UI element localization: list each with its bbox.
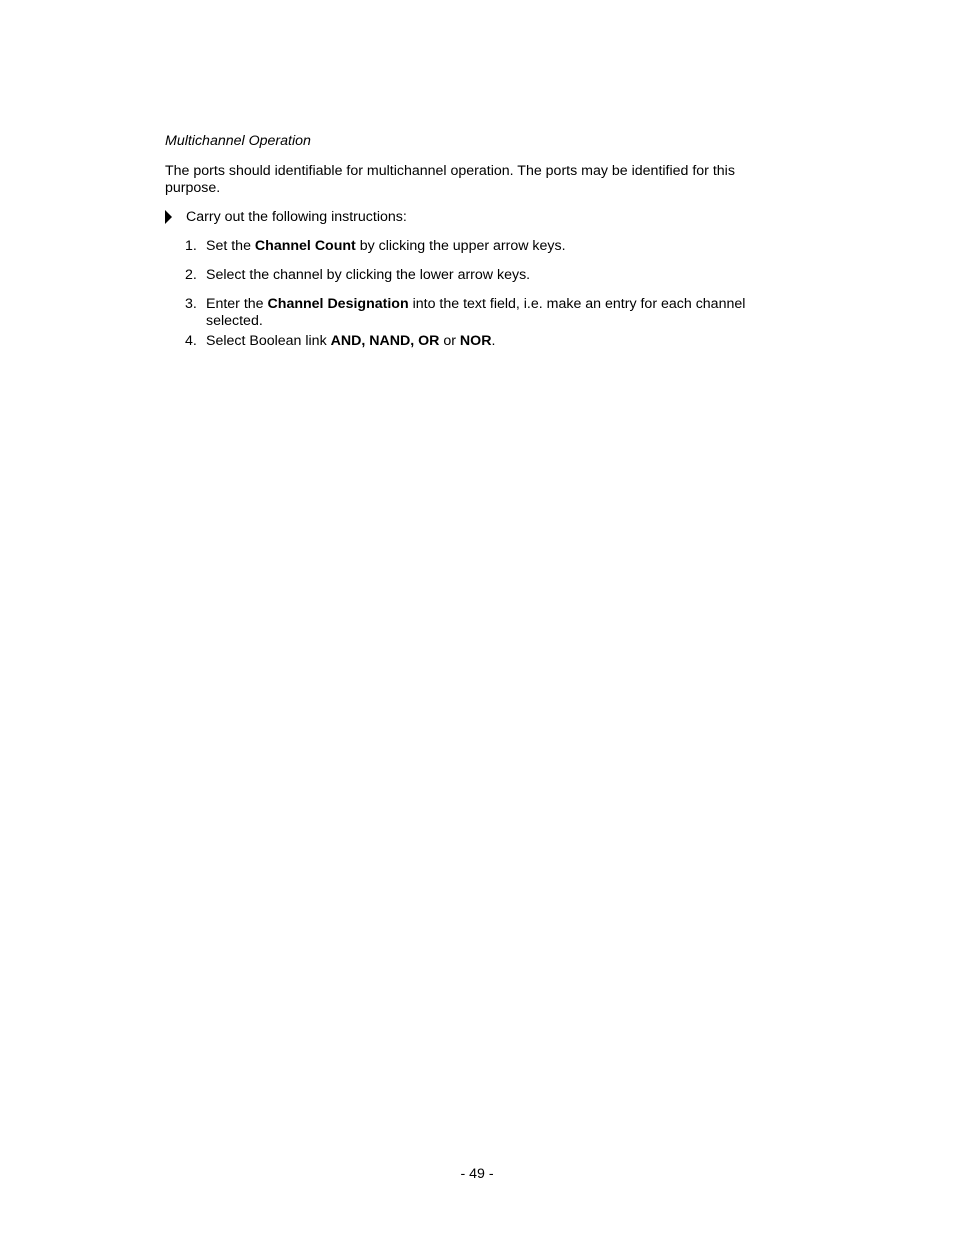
step-text-bold-2: NOR: [459, 333, 492, 349]
step-text-pre: Set the: [206, 238, 255, 254]
step-text: Select the channel by clicking the lower arrow keys.: [206, 267, 531, 283]
step-item: [185, 267, 785, 284]
step-number: 4.: [185, 333, 197, 349]
step-text-bold: Channel Count: [254, 238, 356, 254]
step-text: [206, 296, 785, 329]
step-number: 3.: [185, 296, 197, 312]
step-text-bold: Channel Designation: [267, 296, 409, 312]
step-text-pre: Enter the: [206, 296, 268, 312]
step-text-bold: AND, NAND, OR: [330, 333, 440, 349]
step-item: [185, 238, 785, 255]
step-text-pre: Select Boolean link: [206, 333, 331, 349]
step-text: [206, 238, 785, 255]
triangle-right-icon: [165, 210, 172, 224]
step-text-post: .: [491, 333, 496, 349]
step-item: [185, 296, 785, 329]
page-number: - 49 -: [460, 1166, 494, 1182]
step-item: [185, 333, 785, 350]
step-number: 1.: [185, 238, 197, 254]
bullet-text: Carry out the following instructions:: [186, 209, 407, 225]
step-text: [206, 333, 785, 350]
section-heading: Multichannel Operation: [165, 133, 311, 149]
step-text-post: by clicking the upper arrow keys.: [355, 238, 566, 254]
intro-paragraph: The ports should identifiable for multichannel operation. The ports may be identified for this purpose.: [165, 163, 735, 196]
step-text-post: into the text field, i.e. make an entry for each channel selected.: [206, 296, 746, 329]
step-number: 2.: [185, 267, 197, 283]
instruction-bullet: [165, 209, 407, 226]
step-text-mid: or: [439, 333, 460, 349]
